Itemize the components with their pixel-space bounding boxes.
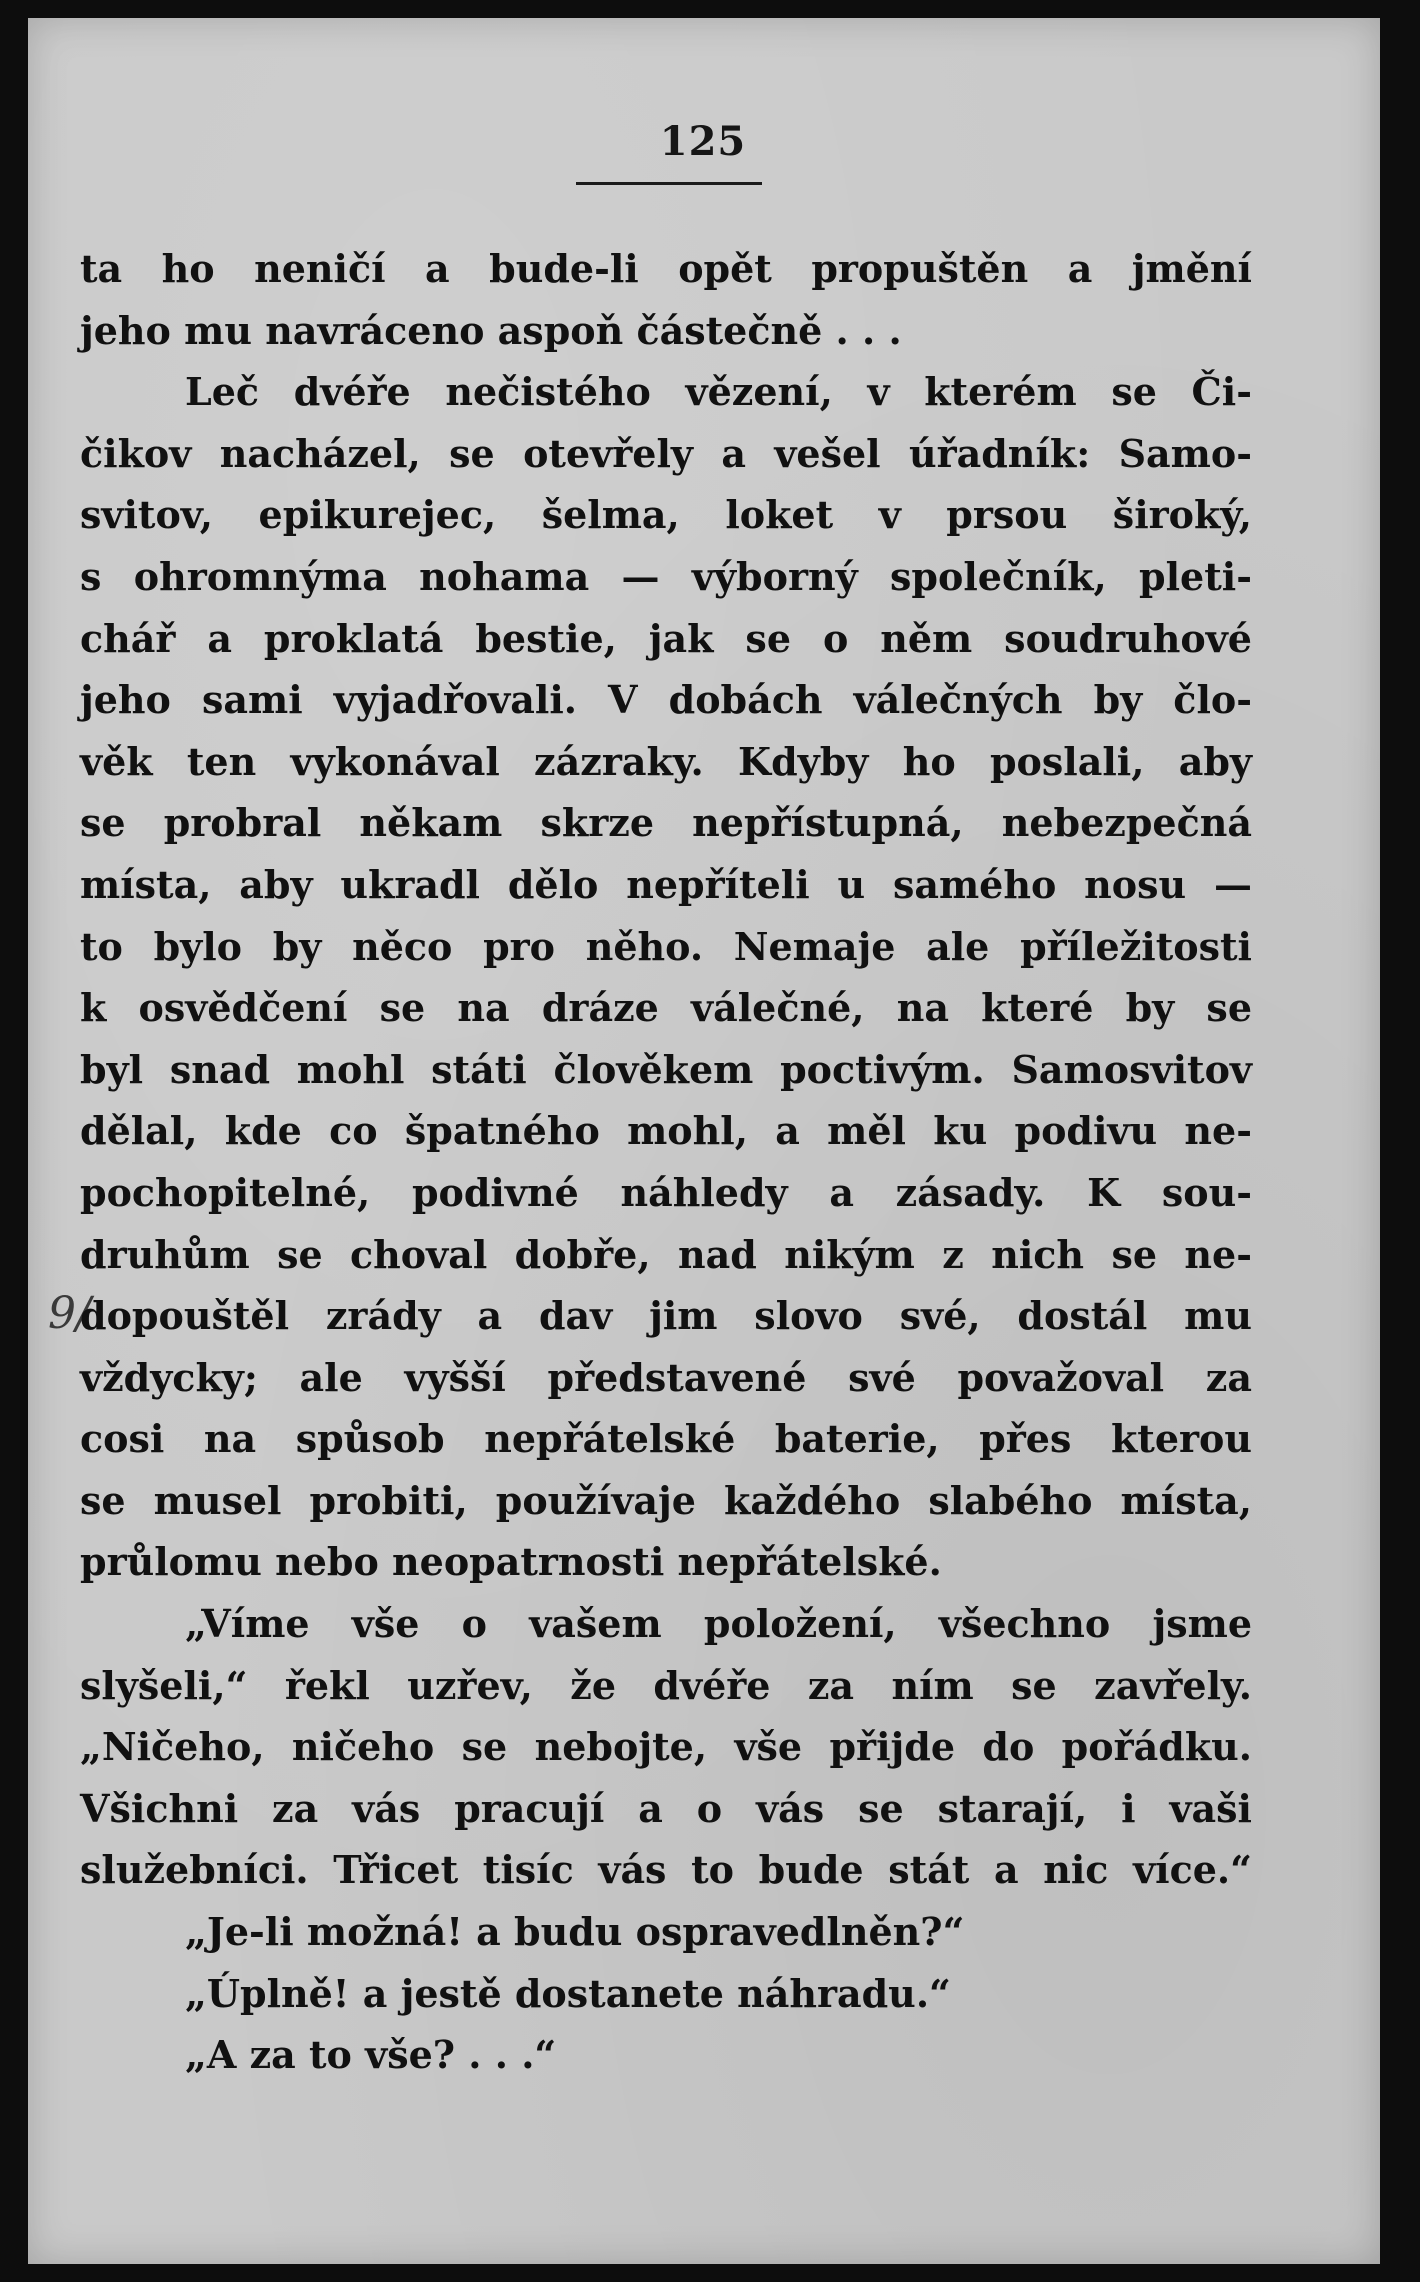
text-line: ta ho neničí a bude-li opět propuštěn a jmění xyxy=(80,246,1252,291)
text-line: cosi na spůsob nepřátelské baterie, přes kterou xyxy=(80,1416,1252,1462)
text-line: Všichni za vás pracují a o vás se starají, i vaši xyxy=(80,1785,1252,1831)
text-line: slyšeli,“ řekl uzřev, že dvéře za ním se zavřely. xyxy=(80,1662,1252,1708)
text-line: „Ničeho, ničeho se nebojte, vše přijde do pořádku. xyxy=(80,1724,1252,1770)
text-line: pochopitelné, podivné náhledy a zásady. K sou- xyxy=(80,1169,1252,1215)
text-line: k osvědčení se na dráze válečné, na které by se xyxy=(80,985,1252,1031)
page-number: 125 xyxy=(659,118,747,165)
text-line: dopouštěl zrády a dav jim slovo své, dostál mu xyxy=(80,1293,1252,1339)
text-line: dělal, kde co špatného mohl, a měl ku podivu ne- xyxy=(80,1108,1252,1154)
text-line: se probral někam skrze nepřístupná, nebezpečná xyxy=(80,800,1252,846)
text-line: Leč dvéře nečistého vězení, v kterém se Či- xyxy=(185,369,1252,415)
text-line: se musel probiti, používaje každého slabého místa, xyxy=(80,1477,1252,1523)
text-line: „Je-li možná! a budu ospravedlněn?“ xyxy=(185,1909,965,1955)
book-page xyxy=(28,18,1380,2264)
text-line: „Víme vše o vašem položení, všechno jsme xyxy=(185,1601,1252,1647)
text-line: druhům se choval dobře, nad nikým z nich se ne- xyxy=(80,1231,1252,1277)
text-line: průlomu nebo neopatrnosti nepřátelské. xyxy=(80,1539,942,1585)
text-line: čikov nacházel, se otevřely a vešel úřadník: Samo- xyxy=(80,430,1252,476)
text-line: jeho sami vyjadřovali. V dobách válečných by člo- xyxy=(80,677,1252,723)
text-line: s ohromnýma nohama — výborný společník, pleti- xyxy=(80,553,1252,599)
text-line: byl snad mohl státi člověkem poctivým. Samosvitov xyxy=(80,1046,1252,1092)
text-line: chář a proklatá bestie, jak se o něm soudruhové xyxy=(80,615,1252,661)
page-number-rule xyxy=(576,182,762,185)
text-line: věk ten vykonával zázraky. Kdyby ho poslali, aby xyxy=(80,738,1252,784)
text-line: svitov, epikurejec, šelma, loket v prsou široký, xyxy=(80,492,1252,538)
text-line: to bylo by něco pro něho. Nemaje ale příležitosti xyxy=(80,923,1252,969)
text-line: služebníci. Třicet tisíc vás to bude stát a nic více.“ xyxy=(80,1847,1252,1893)
body-text xyxy=(80,238,1252,2086)
text-line: „A za to vše? . . .“ xyxy=(185,2032,557,2078)
text-line: vždycky; ale vyšší představené své považoval za xyxy=(80,1354,1252,1400)
margin-annotation: 9/ xyxy=(48,1288,91,1339)
text-line: jeho mu navráceno aspoň částečně . . . xyxy=(80,307,902,353)
text-line: „Úplně! a jestě dostanete náhradu.“ xyxy=(185,1970,951,2016)
text-line: místa, aby ukradl dělo nepříteli u samého nosu — xyxy=(80,861,1252,907)
